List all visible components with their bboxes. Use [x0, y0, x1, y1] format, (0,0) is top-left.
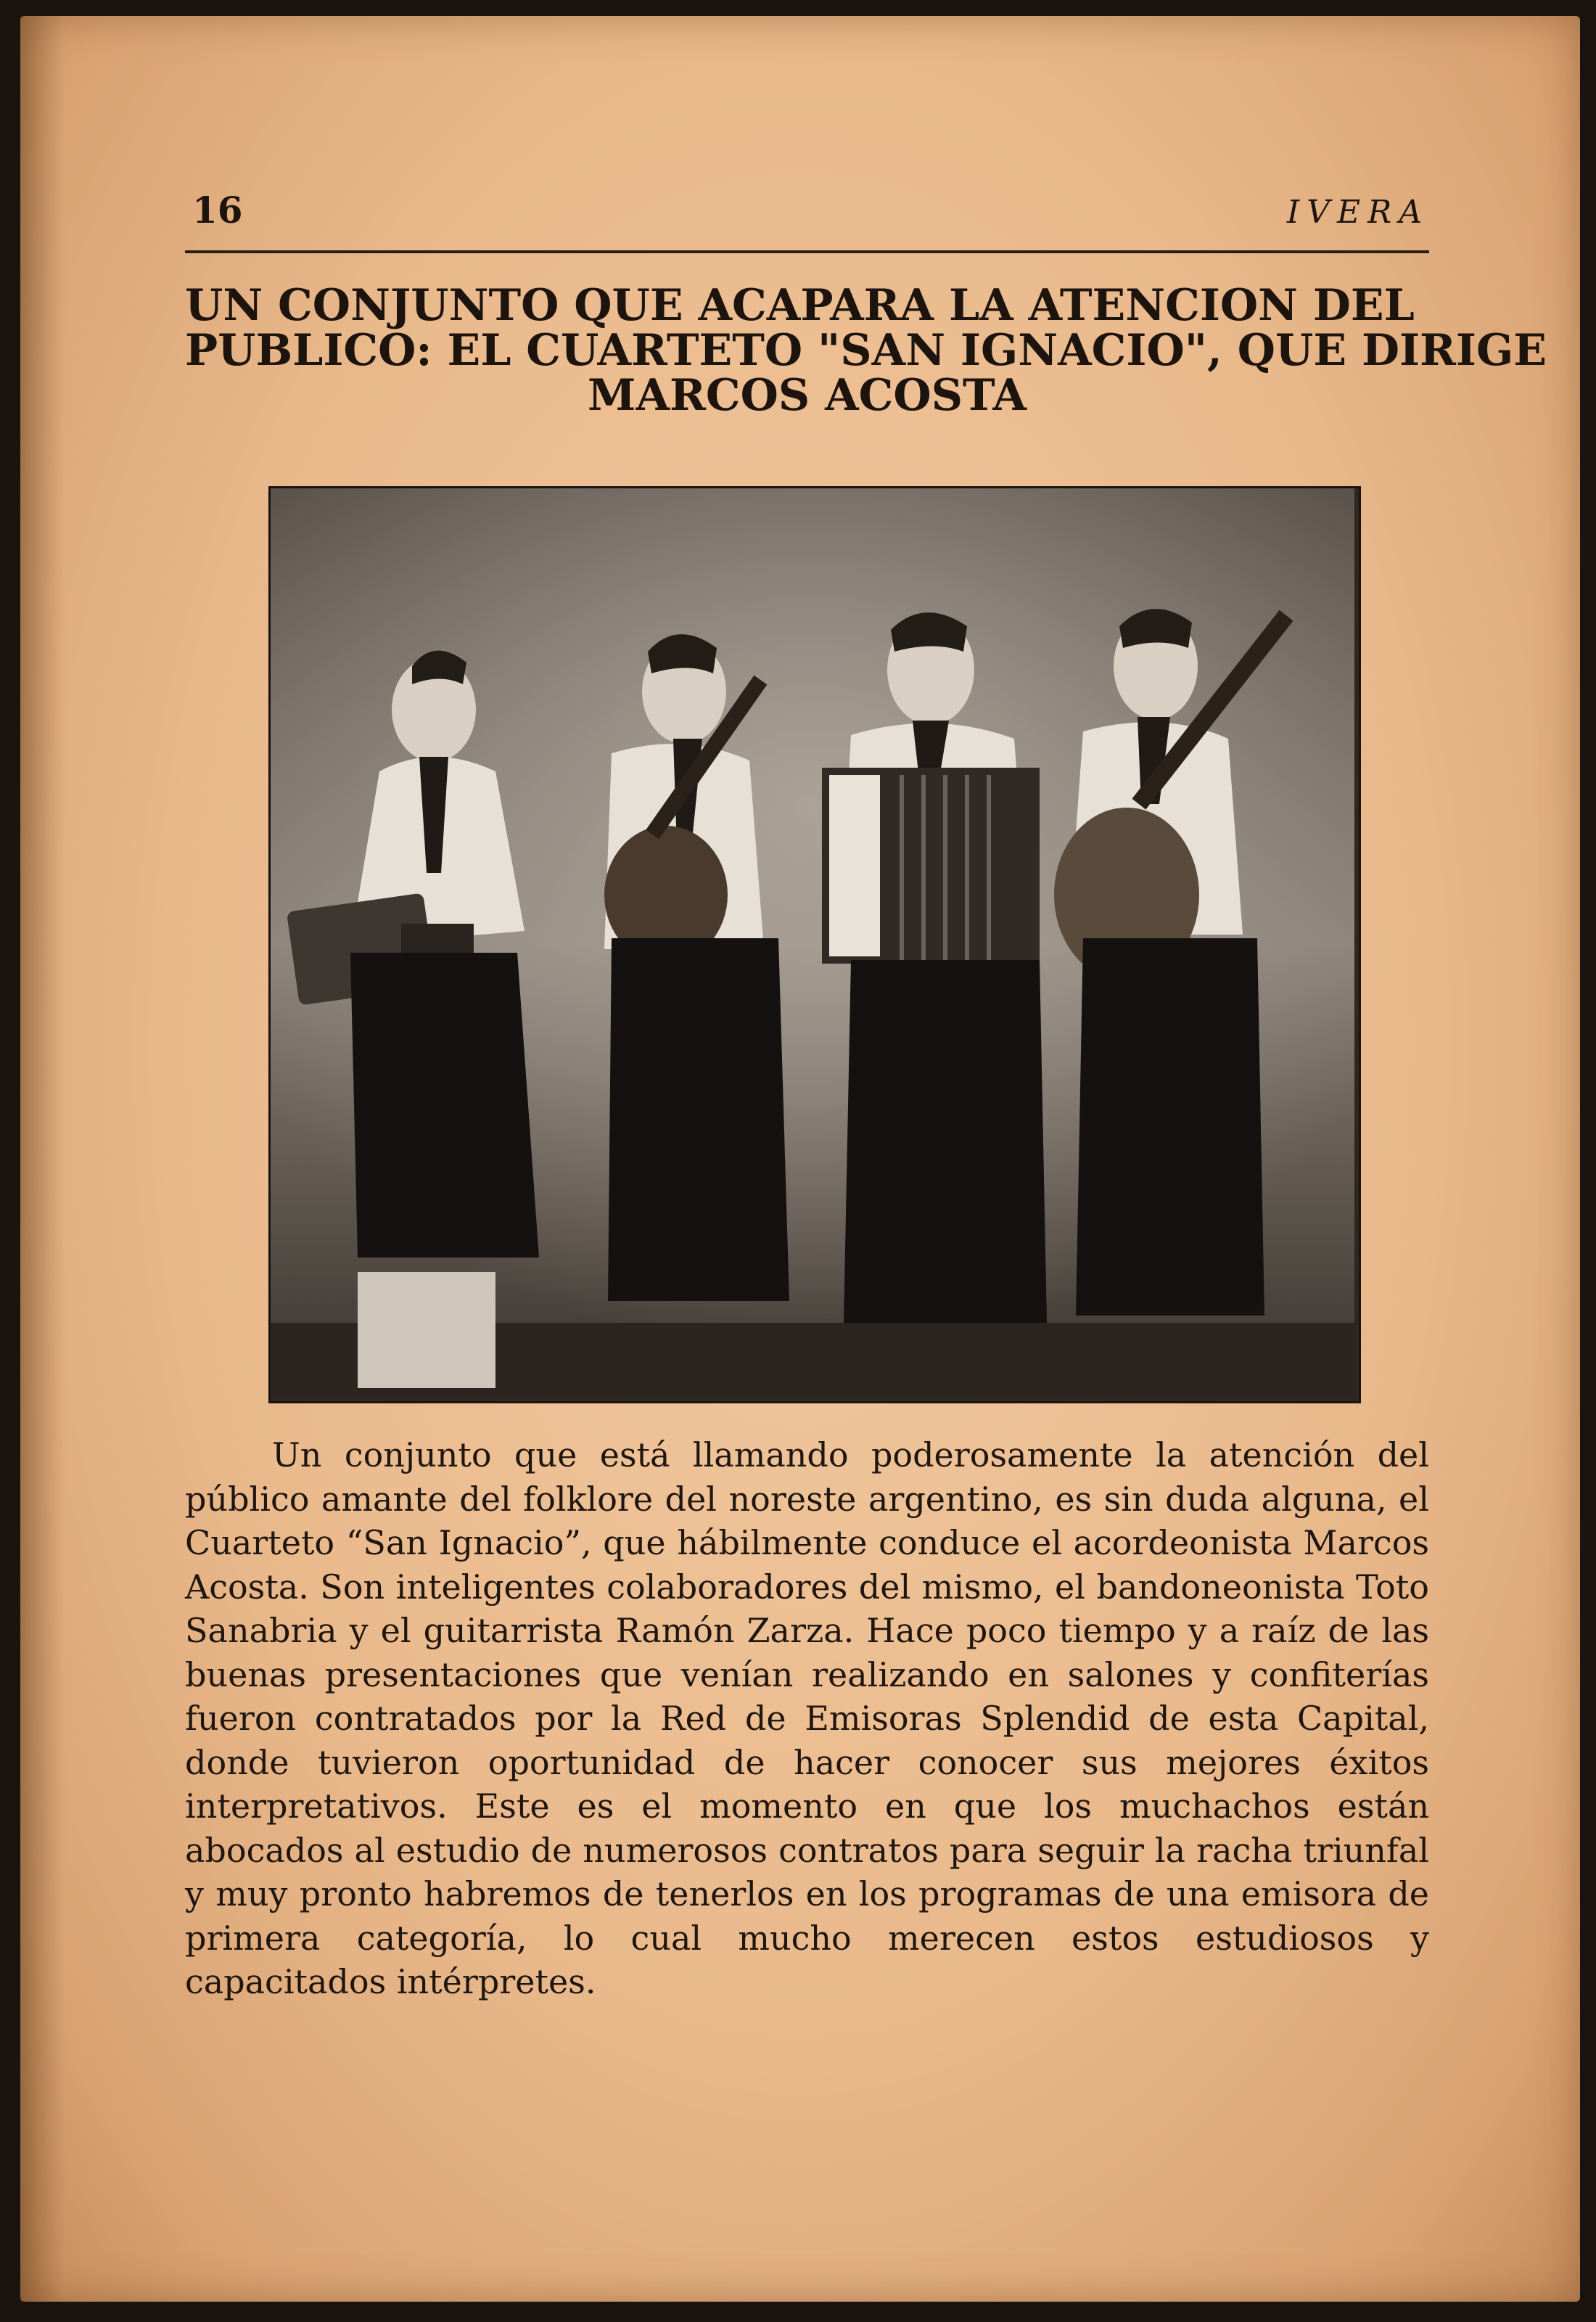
- page-spine-shadow: [20, 16, 64, 2302]
- headline-line-3: MARCOS ACOSTA: [588, 370, 1027, 421]
- running-head: IVERA: [1286, 194, 1429, 231]
- band-photo-illustration: [271, 488, 1354, 1397]
- article-headline: [185, 280, 1547, 421]
- page-header: [185, 185, 1429, 253]
- article-body: [185, 1433, 1429, 2004]
- headline-line-2: PUBLICO: EL CUARTETO "SAN IGNACIO", QUE DIRIGE: [185, 325, 1547, 376]
- article-body-paragraph: Un conjunto que está llamando poderosamente la atención del público amante del folklore del noreste argentino, es sin duda alguna, el Cuarteto “San Ignacio”, que hábilmente conduce el acordeonista Marcos Acosta. Son inteligentes colaboradores del mismo, el bandoneonista Toto Sanabria y el guitarrista Ramón Zarza. Hace poco tiempo y a raíz de las buenas presentaciones que venían realizando en salones y confiterías fueron contratados por la Red de Emisoras Splendid de esta Capital, donde tuvieron oportunidad de hacer conocer sus mejores éxitos interpretativos. Este es el momento en que los muchachos están abocados al estudio de numerosos contratos para seguir la racha triunfal y muy pronto habremos de tenerlos en los programas de una emisora de primera categoría, lo cual mucho merecen estos estudiosos y capacitados intérpretes.: [185, 1435, 1429, 2001]
- band-photo: [268, 486, 1361, 1403]
- page-number: 16: [192, 189, 243, 231]
- headline-line-1: UN CONJUNTO QUE ACAPARA LA ATENCION DEL: [185, 280, 1415, 331]
